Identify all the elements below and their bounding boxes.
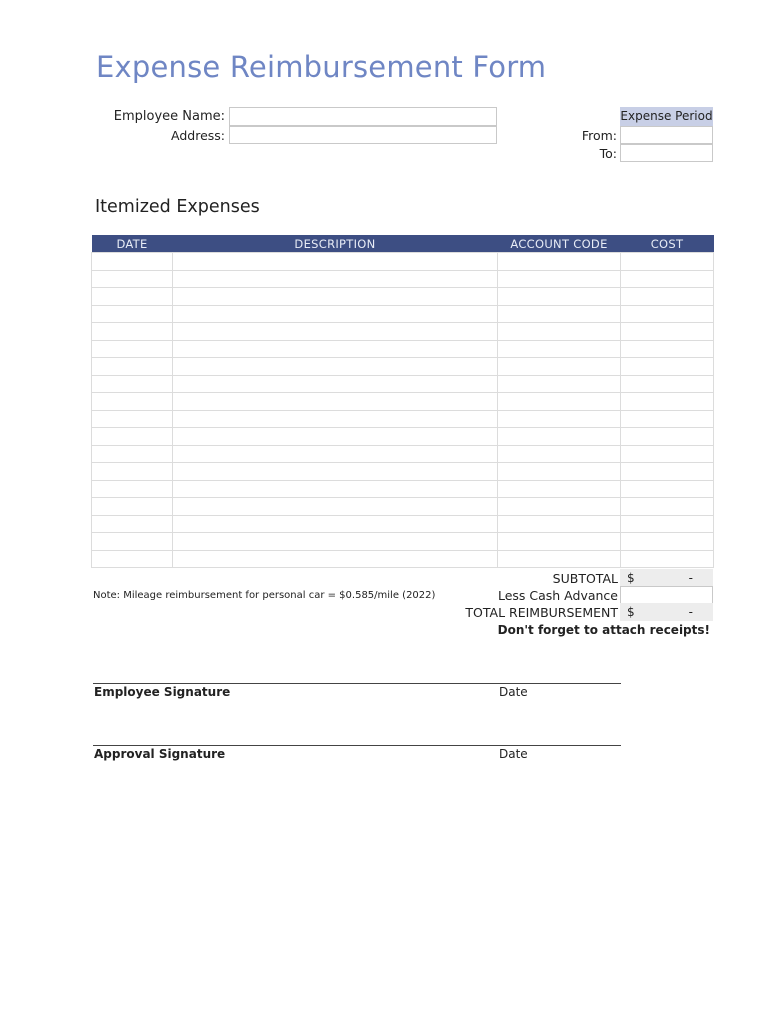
cost-cell[interactable] xyxy=(621,375,714,393)
description-cell[interactable] xyxy=(173,410,498,428)
description-cell[interactable] xyxy=(173,305,498,323)
employee-signature-line[interactable] xyxy=(93,683,621,684)
date-cell[interactable] xyxy=(92,375,173,393)
description-cell[interactable] xyxy=(173,323,498,341)
account-code-cell[interactable] xyxy=(498,305,621,323)
date-cell[interactable] xyxy=(92,550,173,568)
cost-cell[interactable] xyxy=(621,410,714,428)
subtotal-cell xyxy=(620,569,713,587)
account-code-cell[interactable] xyxy=(498,323,621,341)
description-cell[interactable] xyxy=(173,498,498,516)
address-field[interactable] xyxy=(229,126,497,144)
less-cash-advance-label: Less Cash Advance xyxy=(497,588,618,603)
cost-cell[interactable] xyxy=(621,270,714,288)
description-cell[interactable] xyxy=(173,550,498,568)
description-cell[interactable] xyxy=(173,515,498,533)
mileage-note: Note: Mileage reimbursement for personal car = $0.585/mile (2022) xyxy=(93,590,436,601)
cost-cell[interactable] xyxy=(621,305,714,323)
description-cell[interactable] xyxy=(173,270,498,288)
description-cell[interactable] xyxy=(173,480,498,498)
total-reimbursement-cell xyxy=(620,603,713,621)
account-code-cell[interactable] xyxy=(498,358,621,376)
date-cell[interactable] xyxy=(92,428,173,446)
date-cell[interactable] xyxy=(92,358,173,376)
expense-row xyxy=(92,288,714,306)
date-cell[interactable] xyxy=(92,270,173,288)
account-code-cell[interactable] xyxy=(498,480,621,498)
description-cell[interactable] xyxy=(173,393,498,411)
from-date-field[interactable] xyxy=(620,126,713,144)
account-code-cell[interactable] xyxy=(498,270,621,288)
account-code-cell[interactable] xyxy=(498,253,621,271)
employee-date-label: Date xyxy=(499,685,528,699)
expense-row xyxy=(92,410,714,428)
cost-cell[interactable] xyxy=(621,498,714,516)
cost-cell[interactable] xyxy=(621,323,714,341)
expense-row xyxy=(92,323,714,341)
expenses-header-row xyxy=(92,235,714,253)
description-cell[interactable] xyxy=(173,463,498,481)
subtotal-currency: $ xyxy=(627,571,635,585)
expense-row xyxy=(92,253,714,271)
account-code-cell[interactable] xyxy=(498,550,621,568)
description-cell[interactable] xyxy=(173,375,498,393)
expense-row xyxy=(92,463,714,481)
to-label: To: xyxy=(599,146,617,161)
cost-cell[interactable] xyxy=(621,445,714,463)
description-cell[interactable] xyxy=(173,428,498,446)
cost-cell[interactable] xyxy=(621,463,714,481)
account-code-cell[interactable] xyxy=(498,393,621,411)
account-code-cell[interactable] xyxy=(498,498,621,516)
expense-row xyxy=(92,445,714,463)
account-code-cell[interactable] xyxy=(498,410,621,428)
cost-cell[interactable] xyxy=(621,340,714,358)
date-cell[interactable] xyxy=(92,340,173,358)
cost-cell[interactable] xyxy=(621,288,714,306)
account-code-cell[interactable] xyxy=(498,515,621,533)
date-cell[interactable] xyxy=(92,498,173,516)
description-cell[interactable] xyxy=(173,533,498,551)
expenses-table xyxy=(91,235,714,568)
employee-name-label: Employee Name: xyxy=(113,109,225,124)
attach-receipts-reminder: Don't forget to attach receipts! xyxy=(497,623,710,637)
less-cash-advance-field[interactable] xyxy=(620,586,713,604)
date-cell[interactable] xyxy=(92,288,173,306)
itemized-expenses-heading: Itemized Expenses xyxy=(95,197,260,217)
expense-row xyxy=(92,358,714,376)
col-header-description: DESCRIPTION xyxy=(173,235,498,253)
account-code-cell[interactable] xyxy=(498,463,621,481)
approval-signature-line[interactable] xyxy=(93,745,621,746)
total-currency: $ xyxy=(627,605,635,619)
description-cell[interactable] xyxy=(173,340,498,358)
cost-cell[interactable] xyxy=(621,393,714,411)
expenses-table-body xyxy=(92,253,714,568)
expense-row xyxy=(92,305,714,323)
approval-date-label: Date xyxy=(499,747,528,761)
cost-cell[interactable] xyxy=(621,550,714,568)
form-title: Expense Reimbursement Form xyxy=(96,50,547,84)
expense-row xyxy=(92,515,714,533)
description-cell[interactable] xyxy=(173,288,498,306)
date-cell[interactable] xyxy=(92,393,173,411)
employee-name-field[interactable] xyxy=(229,107,497,126)
expense-row xyxy=(92,550,714,568)
employee-signature-label: Employee Signature xyxy=(94,685,231,699)
col-header-account-code: ACCOUNT CODE xyxy=(498,235,621,253)
cost-cell[interactable] xyxy=(621,480,714,498)
expense-row xyxy=(92,428,714,446)
account-code-cell[interactable] xyxy=(498,533,621,551)
cost-cell[interactable] xyxy=(621,358,714,376)
cost-cell[interactable] xyxy=(621,253,714,271)
date-cell[interactable] xyxy=(92,533,173,551)
subtotal-value: - xyxy=(688,571,693,585)
description-cell[interactable] xyxy=(173,358,498,376)
description-cell[interactable] xyxy=(173,253,498,271)
account-code-cell[interactable] xyxy=(498,288,621,306)
total-reimbursement-label: TOTAL REIMBURSEMENT xyxy=(465,605,618,620)
col-header-cost: COST xyxy=(621,235,714,253)
date-cell[interactable] xyxy=(92,323,173,341)
expense-period-header: Expense Period xyxy=(620,107,713,126)
expense-row xyxy=(92,498,714,516)
expense-row xyxy=(92,480,714,498)
date-cell[interactable] xyxy=(92,480,173,498)
expense-row xyxy=(92,533,714,551)
address-label: Address: xyxy=(171,128,225,143)
cost-cell[interactable] xyxy=(621,428,714,446)
cost-cell[interactable] xyxy=(621,515,714,533)
expense-row xyxy=(92,270,714,288)
expense-row xyxy=(92,393,714,411)
date-cell[interactable] xyxy=(92,463,173,481)
account-code-cell[interactable] xyxy=(498,428,621,446)
expense-row xyxy=(92,340,714,358)
approval-signature-label: Approval Signature xyxy=(94,747,226,761)
account-code-cell[interactable] xyxy=(498,445,621,463)
date-cell[interactable] xyxy=(92,253,173,271)
date-cell[interactable] xyxy=(92,410,173,428)
description-cell[interactable] xyxy=(173,445,498,463)
date-cell[interactable] xyxy=(92,445,173,463)
account-code-cell[interactable] xyxy=(498,375,621,393)
from-label: From: xyxy=(581,128,617,143)
date-cell[interactable] xyxy=(92,515,173,533)
to-date-field[interactable] xyxy=(620,144,713,162)
expense-row xyxy=(92,375,714,393)
date-cell[interactable] xyxy=(92,305,173,323)
col-header-date: DATE xyxy=(92,235,173,253)
account-code-cell[interactable] xyxy=(498,340,621,358)
cost-cell[interactable] xyxy=(621,533,714,551)
subtotal-label: SUBTOTAL xyxy=(552,571,618,586)
total-value: - xyxy=(688,605,693,619)
